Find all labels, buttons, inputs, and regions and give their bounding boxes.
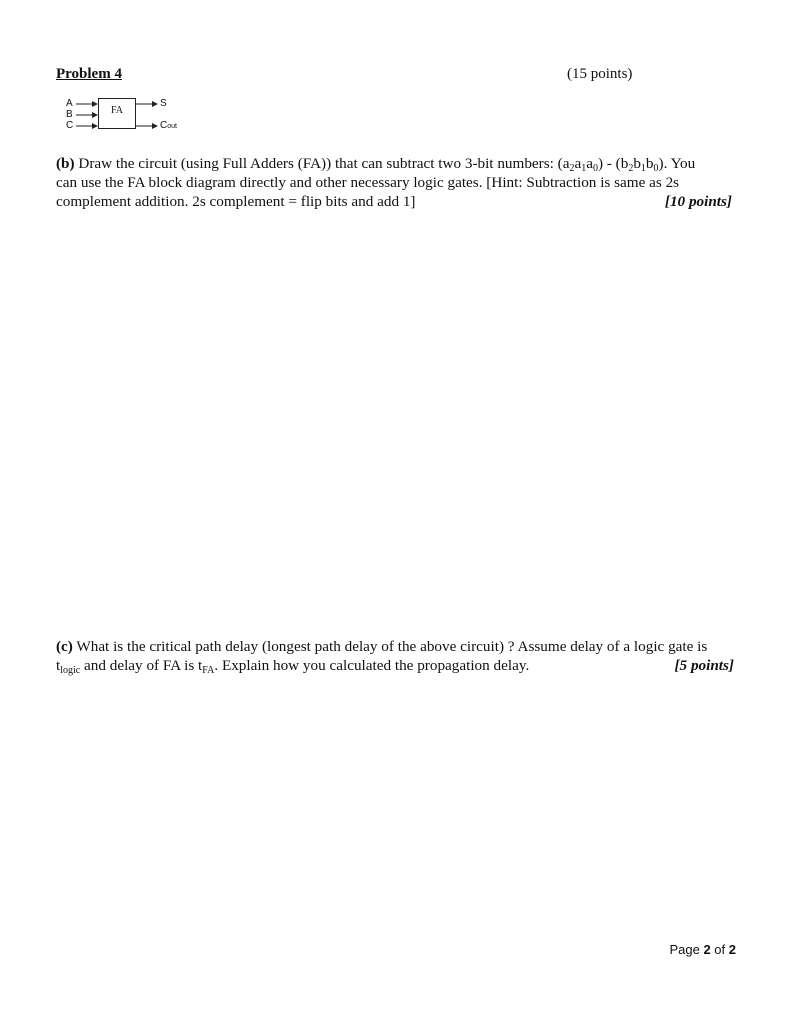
fa-label: FA	[110, 105, 124, 116]
input-a-label: A	[66, 98, 73, 109]
part-c-line1: (c) What is the critical path delay (longest path delay of the above circuit) ? Assume delay of a logic gate is	[56, 638, 708, 655]
part-b-text	[56, 154, 738, 211]
part-c-points: [5 points]	[674, 657, 734, 674]
page-total: 2	[728, 942, 736, 957]
page-footer: Page 2 of 2	[669, 942, 736, 957]
part-b-line1: (b) Draw the circuit (using Full Adders (FA)) that can subtract two 3-bit numbers: $(a_2a_1a_0) - (b_2b_1b_0)$. You	[56, 155, 696, 174]
full-adder-block-diagram	[58, 96, 188, 136]
problem-points: (15 points)	[567, 66, 633, 82]
part-b-line2: can use the FA block diagram directly and other necessary logic gates. [Hint: Subtraction is same as 2s	[56, 174, 680, 191]
problem-title: Problem 4	[56, 66, 122, 82]
input-b-label: B	[66, 109, 73, 120]
output-s-label: S	[160, 98, 167, 109]
fa-box	[98, 98, 136, 129]
page-number: 2	[703, 942, 711, 957]
part-c-line2: $t_{logic}$ and delay of FA is $t_{FA}$. Explain how you calculated the propagation delay. [5 points]	[56, 657, 734, 676]
part-b-points: [10 points]	[664, 193, 732, 210]
part-c-text	[56, 637, 738, 675]
part-b-line3: complement addition. 2s complement = flip bits and add 1] [10 points]	[56, 193, 732, 210]
output-cout-label: Cout	[160, 120, 177, 131]
input-c-label: C	[66, 120, 74, 131]
